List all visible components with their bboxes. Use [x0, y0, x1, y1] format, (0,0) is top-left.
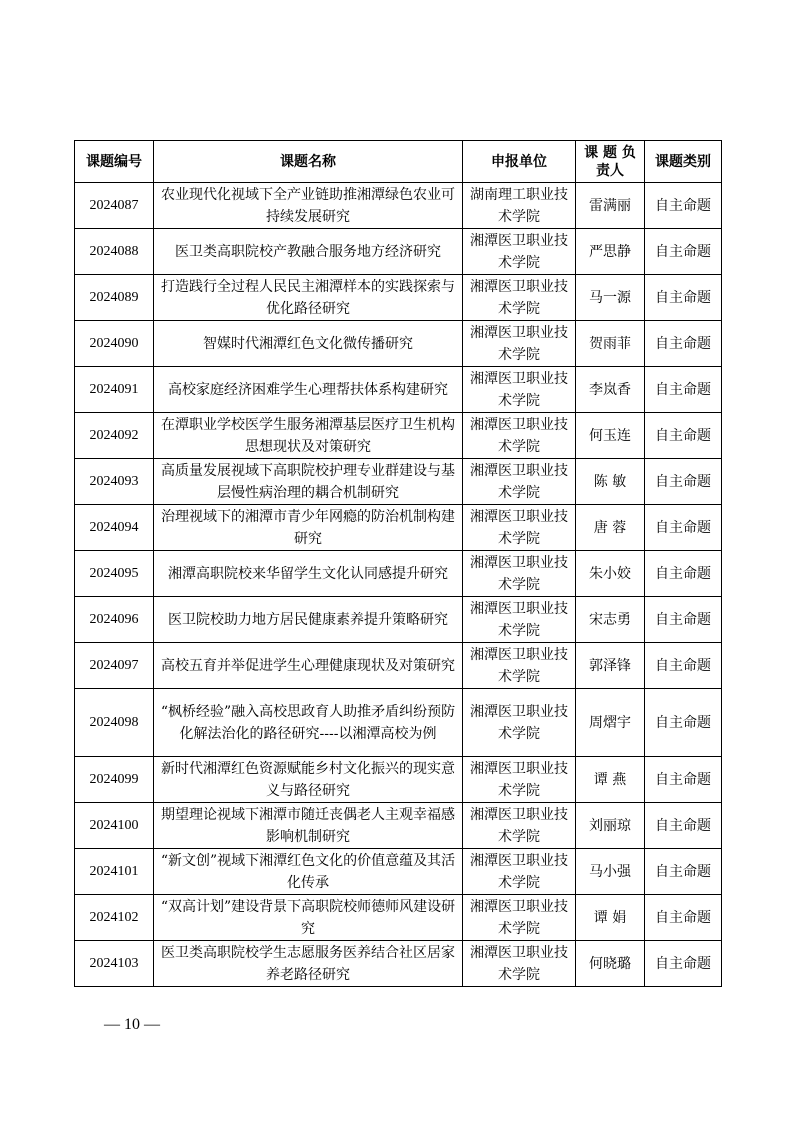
cell-title: 高质量发展视域下高职院校护理专业群建设与基层慢性病治理的耦合机制研究: [154, 459, 463, 505]
cell-leader: 唐 蓉: [576, 505, 645, 551]
cell-unit: 湘潭医卫职业技术学院: [463, 757, 576, 803]
table-row: [75, 367, 722, 413]
cell-id: 2024100: [75, 803, 154, 849]
cell-leader: 李岚香: [576, 367, 645, 413]
cell-category: 自主命题: [645, 895, 722, 941]
header-row: [75, 141, 722, 183]
cell-category: 自主命题: [645, 275, 722, 321]
cell-category: 自主命题: [645, 803, 722, 849]
cell-id: 2024087: [75, 183, 154, 229]
cell-id: 2024093: [75, 459, 154, 505]
cell-title: 智媒时代湘潭红色文化微传播研究: [154, 321, 463, 367]
header-title: 课题名称: [154, 141, 463, 183]
cell-title: “双高计划”建设背景下高职院校师德师风建设研究: [154, 895, 463, 941]
header-id: 课题编号: [75, 141, 154, 183]
cell-category: 自主命题: [645, 941, 722, 987]
cell-id: 2024095: [75, 551, 154, 597]
cell-leader: 刘丽琼: [576, 803, 645, 849]
cell-id: 2024092: [75, 413, 154, 459]
cell-id: 2024094: [75, 505, 154, 551]
cell-id: 2024099: [75, 757, 154, 803]
cell-category: 自主命题: [645, 643, 722, 689]
cell-leader: 雷满丽: [576, 183, 645, 229]
table-row: [75, 597, 722, 643]
cell-title: 新时代湘潭红色资源赋能乡村文化振兴的现实意义与路径研究: [154, 757, 463, 803]
table-row: [75, 229, 722, 275]
cell-unit: 湘潭医卫职业技术学院: [463, 689, 576, 757]
cell-unit: 湘潭医卫职业技术学院: [463, 229, 576, 275]
cell-category: 自主命题: [645, 229, 722, 275]
cell-leader: 谭 娟: [576, 895, 645, 941]
header-unit: 申报单位: [463, 141, 576, 183]
cell-id: 2024096: [75, 597, 154, 643]
cell-unit: 湘潭医卫职业技术学院: [463, 275, 576, 321]
table-row: [75, 643, 722, 689]
cell-category: 自主命题: [645, 597, 722, 643]
cell-unit: 湘潭医卫职业技术学院: [463, 803, 576, 849]
cell-title: 高校五育并举促进学生心理健康现状及对策研究: [154, 643, 463, 689]
cell-title: 打造践行全过程人民民主湘潭样本的实践探索与优化路径研究: [154, 275, 463, 321]
table-row: [75, 275, 722, 321]
table-row: [75, 803, 722, 849]
cell-leader: 朱小姣: [576, 551, 645, 597]
cell-category: 自主命题: [645, 757, 722, 803]
table-row: [75, 757, 722, 803]
cell-unit: 湘潭医卫职业技术学院: [463, 413, 576, 459]
cell-category: 自主命题: [645, 551, 722, 597]
cell-title: 治理视域下的湘潭市青少年网瘾的防治机制构建研究: [154, 505, 463, 551]
table-row: [75, 459, 722, 505]
cell-title: 在潭职业学校医学生服务湘潭基层医疗卫生机构思想现状及对策研究: [154, 413, 463, 459]
cell-category: 自主命题: [645, 183, 722, 229]
cell-category: 自主命题: [645, 367, 722, 413]
cell-unit: 湘潭医卫职业技术学院: [463, 551, 576, 597]
table-row: [75, 321, 722, 367]
cell-id: 2024098: [75, 689, 154, 757]
cell-title: 医卫类高职院校产教融合服务地方经济研究: [154, 229, 463, 275]
cell-id: 2024097: [75, 643, 154, 689]
cell-id: 2024102: [75, 895, 154, 941]
cell-leader: 谭 燕: [576, 757, 645, 803]
cell-leader: 何晓璐: [576, 941, 645, 987]
table-row: [75, 505, 722, 551]
cell-id: 2024091: [75, 367, 154, 413]
cell-leader: 何玉连: [576, 413, 645, 459]
table-row: [75, 895, 722, 941]
table-row: [75, 849, 722, 895]
cell-leader: 周熠宇: [576, 689, 645, 757]
cell-leader: 郭泽锋: [576, 643, 645, 689]
cell-unit: 湘潭医卫职业技术学院: [463, 895, 576, 941]
cell-unit: 湘潭医卫职业技术学院: [463, 321, 576, 367]
cell-category: 自主命题: [645, 505, 722, 551]
cell-title: “新文创”视域下湘潭红色文化的价值意蕴及其活化传承: [154, 849, 463, 895]
topics-table: [74, 140, 722, 987]
cell-id: 2024103: [75, 941, 154, 987]
cell-title: 湘潭高职院校来华留学生文化认同感提升研究: [154, 551, 463, 597]
cell-category: 自主命题: [645, 321, 722, 367]
cell-unit: 湘潭医卫职业技术学院: [463, 459, 576, 505]
cell-unit: 湘潭医卫职业技术学院: [463, 849, 576, 895]
header-leader: 课 题 负责人: [576, 141, 645, 183]
cell-id: 2024088: [75, 229, 154, 275]
cell-title: “枫桥经验”融入高校思政育人助推矛盾纠纷预防化解法治化的路径研究----以湘潭高校为例: [154, 689, 463, 757]
cell-leader: 马小强: [576, 849, 645, 895]
cell-category: 自主命题: [645, 849, 722, 895]
page-number: — 10 —: [104, 1016, 160, 1033]
cell-leader: 陈 敏: [576, 459, 645, 505]
cell-leader: 马一源: [576, 275, 645, 321]
cell-unit: 湘潭医卫职业技术学院: [463, 941, 576, 987]
cell-leader: 严思静: [576, 229, 645, 275]
table-row: [75, 689, 722, 757]
table-row: [75, 413, 722, 459]
cell-title: 医卫类高职院校学生志愿服务医养结合社区居家养老路径研究: [154, 941, 463, 987]
cell-category: 自主命题: [645, 689, 722, 757]
cell-id: 2024089: [75, 275, 154, 321]
cell-category: 自主命题: [645, 413, 722, 459]
cell-unit: 湘潭医卫职业技术学院: [463, 505, 576, 551]
cell-leader: 贺雨菲: [576, 321, 645, 367]
cell-unit: 湖南理工职业技术学院: [463, 183, 576, 229]
cell-leader: 宋志勇: [576, 597, 645, 643]
cell-unit: 湘潭医卫职业技术学院: [463, 643, 576, 689]
cell-title: 医卫院校助力地方居民健康素养提升策略研究: [154, 597, 463, 643]
cell-title: 农业现代化视域下全产业链助推湘潭绿色农业可持续发展研究: [154, 183, 463, 229]
cell-title: 期望理论视域下湘潭市随迁丧偶老人主观幸福感影响机制研究: [154, 803, 463, 849]
cell-id: 2024090: [75, 321, 154, 367]
table-row: [75, 551, 722, 597]
cell-unit: 湘潭医卫职业技术学院: [463, 367, 576, 413]
cell-category: 自主命题: [645, 459, 722, 505]
header-category: 课题类别: [645, 141, 722, 183]
cell-unit: 湘潭医卫职业技术学院: [463, 597, 576, 643]
table-row: [75, 941, 722, 987]
table-row: [75, 183, 722, 229]
cell-id: 2024101: [75, 849, 154, 895]
cell-title: 高校家庭经济困难学生心理帮扶体系构建研究: [154, 367, 463, 413]
